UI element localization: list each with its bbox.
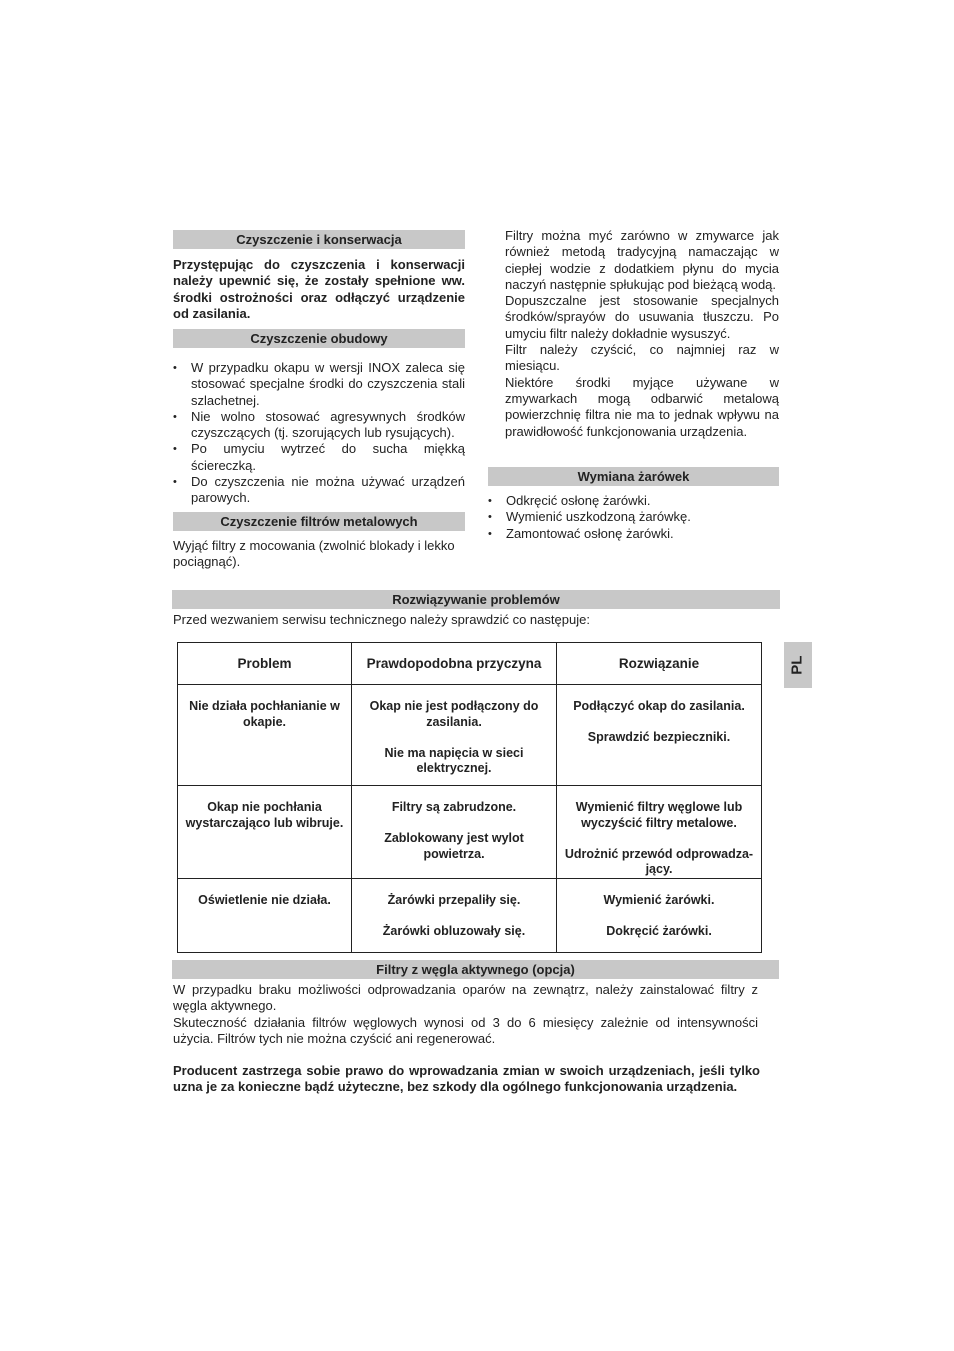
bulbs-list bbox=[488, 493, 779, 542]
table-row bbox=[178, 786, 762, 879]
cause-cell: Okap nie jest podłączony do zasilania. Nie ma napięcia w sieci elektrycznej. bbox=[352, 685, 557, 786]
list-item: • Wymienić uszkodzoną żarówkę. bbox=[488, 509, 779, 525]
section-heading-carbon-filters: Filtry z węgla aktywnego (opcja) bbox=[172, 960, 779, 979]
column-header-problem: Problem bbox=[178, 643, 352, 685]
list-item: • W przypadku okapu w wersji INOX zaleca się stosować specjalne środki do czyszczenia stali szlachetnej. bbox=[173, 360, 465, 409]
section-heading-cleaning: Czyszczenie i konserwacja bbox=[173, 230, 465, 249]
language-tab-label: PL bbox=[788, 655, 806, 675]
paragraph: Dopuszczalne jest stosowanie specjalnych środków/sprayów do usuwania tłuszczu. Po umyciu filtr należy dokładnie wysuszyć. bbox=[505, 293, 779, 341]
section-heading-filters: Czyszczenie filtrów metalowych bbox=[173, 512, 465, 531]
language-tab bbox=[784, 642, 812, 688]
table-header-row bbox=[178, 643, 762, 685]
problem-cell: Nie działa pochłanianie w okapie. bbox=[178, 685, 352, 786]
cause-cell: Filtry są zabrudzone. Zablokowany jest wylot powietrza. bbox=[352, 786, 557, 879]
paragraph: W przypadku braku możliwości odprowadzania oparów na zewnątrz, należy zainstalować filtry z węgla aktywnego. bbox=[173, 982, 758, 1014]
cause-cell: Żarówki przepaliły się. Żarówki obluzowały się. bbox=[352, 878, 557, 952]
section-heading-housing: Czyszczenie obudowy bbox=[173, 329, 465, 348]
list-item: • Po umyciu wytrzeć do sucha miękką ściereczką. bbox=[173, 441, 465, 474]
cleaning-warning: Przystępując do czyszczenia i konserwacji należy upewnić się, że zostały spełnione ww. środki ostrożności oraz odłączyć urządzenie od zasilania. bbox=[173, 257, 465, 321]
paragraph: Filtr należy czyścić, co najmniej raz w miesiącu. bbox=[505, 342, 779, 374]
table-row bbox=[178, 878, 762, 952]
column-header-cause: Prawdopodobna przyczyna bbox=[352, 643, 557, 685]
problem-cell: Okap nie pochłania wystarczająco lub wibruje. bbox=[178, 786, 352, 879]
troubleshooting-intro: Przed wezwaniem serwisu technicznego należy sprawdzić co następuje: bbox=[173, 612, 590, 627]
table-row bbox=[178, 685, 762, 786]
solution-cell: Podłączyć okap do zasilania. Sprawdzić bezpieczniki. bbox=[557, 685, 762, 786]
filter-cleaning-paragraphs bbox=[505, 228, 779, 440]
section-heading-troubleshooting: Rozwiązywanie problemów bbox=[172, 590, 780, 609]
list-item: • Zamontować osłonę żarówki. bbox=[488, 526, 779, 542]
paragraph: Skuteczność działania filtrów węglowych wynosi od 3 do 6 miesięcy zależnie od intensywności użycia. Filtrów tych nie można czyścić ani regenerować. bbox=[173, 1014, 758, 1046]
paragraph: Niektóre środki myjące używane w zmywarkach mogą odbarwić metalową powierzchnię filtra nie ma to jednak wpływu na prawidłowość funkcjonowania urządzenia. bbox=[505, 374, 779, 439]
list-item: • Odkręcić osłonę żarówki. bbox=[488, 493, 779, 509]
section-heading-bulbs: Wymiana żarówek bbox=[488, 467, 779, 486]
list-item: • Nie wolno stosować agresywnych środków czyszczących (tj. szorujących lub rysujących). bbox=[173, 409, 465, 442]
column-header-solution: Rozwiązanie bbox=[557, 643, 762, 685]
filters-text: Wyjąć filtry z mocowania (zwolnić blokady i lekko pociągnąć). bbox=[173, 538, 455, 570]
solution-cell: Wymienić filtry węglowe lub wyczyścić filtry metalowe. Udrożnić przewód odprowadza-jący. bbox=[557, 786, 762, 879]
carbon-filters-text bbox=[173, 982, 758, 1047]
list-item: • Do czyszczenia nie można używać urządzeń parowych. bbox=[173, 474, 465, 507]
paragraph: Filtry można myć zarówno w zmywarce jak również metodą tradycyjną namaczając w ciepłej wodzie z dodatkiem płynu do mycia naczyń następnie spłukując pod bieżącą wodą. bbox=[505, 228, 779, 292]
housing-list bbox=[173, 360, 465, 507]
problem-cell: Oświetlenie nie działa. bbox=[178, 878, 352, 952]
solution-cell: Wymienić żarówki. Dokręcić żarówki. bbox=[557, 878, 762, 952]
troubleshooting-table bbox=[177, 642, 762, 953]
manufacturer-disclaimer: Producent zastrzega sobie prawo do wprowadzania zmian w swoich urządzeniach, jeśli tylko uzna je za konieczne bądź użyteczne, bez szkody dla ogólnego funkcjonowania urządzenia. bbox=[173, 1063, 760, 1095]
